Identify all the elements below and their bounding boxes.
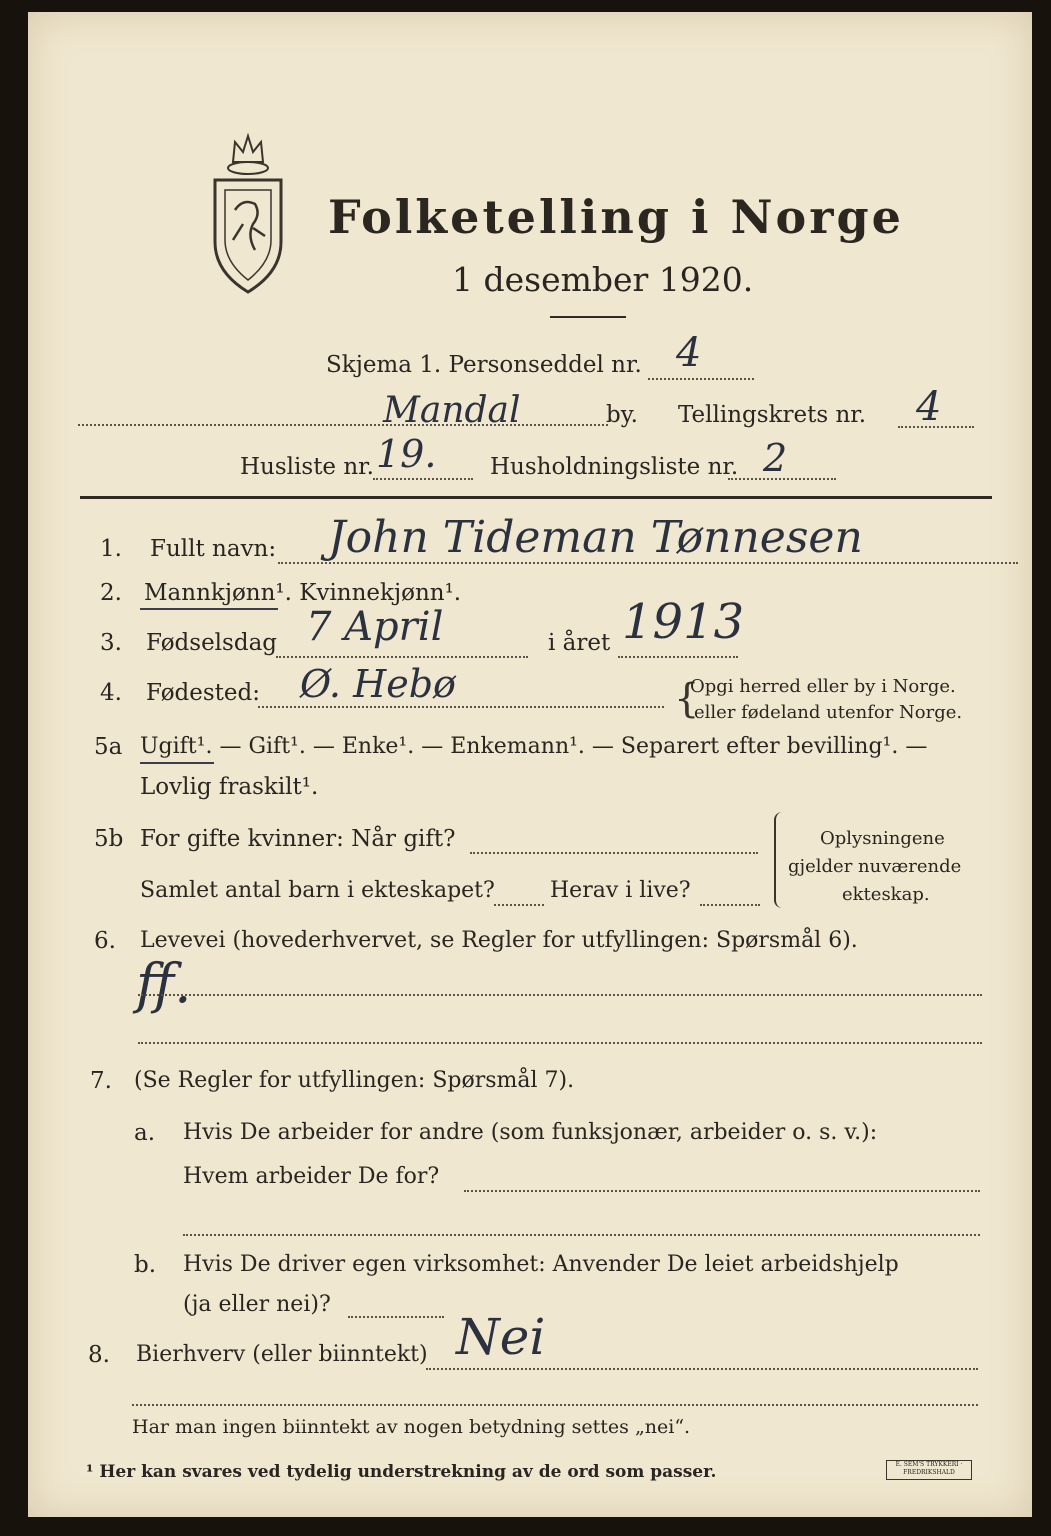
form-date: 1 desember 1920. xyxy=(452,260,754,299)
q7b-letter: b. xyxy=(134,1252,157,1278)
skjema-label: Skjema 1. Personseddel nr. xyxy=(326,352,642,378)
husholdning-value: 2 xyxy=(763,436,788,480)
q4-brace: { xyxy=(674,676,700,722)
husholdning-label: Husholdningsliste nr. xyxy=(490,454,739,480)
q6-label: Levevei (hovederhvervet, se Regler for utfyllingen: Spørsmål 6). xyxy=(140,928,858,953)
q5b-bracket xyxy=(774,812,784,908)
header-rule xyxy=(80,496,992,499)
biinntekt-note: Har man ingen biinntekt av nogen betydning settes „nei“. xyxy=(132,1416,691,1438)
q1-number: 1. xyxy=(100,536,122,562)
q5b-barn-field xyxy=(494,904,544,906)
q2-underline-mannkjonn xyxy=(140,608,278,610)
q2-label: Mannkjønn¹. Kvinnekjønn¹. xyxy=(144,580,462,606)
q3-year-label: i året xyxy=(548,630,611,656)
q5b-line2b: Herav i live? xyxy=(550,878,691,903)
q3-label: Fødselsdag xyxy=(146,630,278,656)
q7a-field-line1 xyxy=(464,1190,980,1192)
tellingskrets-value: 4 xyxy=(916,384,942,430)
husliste-value: 19. xyxy=(376,432,437,476)
by-field xyxy=(78,424,608,426)
q8-field-line2 xyxy=(132,1404,978,1406)
q5b-note-line2: gjelder nuværende xyxy=(788,856,962,877)
q2-number: 2. xyxy=(100,580,122,606)
skjema-value: 4 xyxy=(676,330,702,376)
q6-field-line1 xyxy=(138,994,982,996)
q5a-underline-ugift xyxy=(140,762,214,764)
q4-label: Fødested: xyxy=(146,680,261,706)
q8-value: Nei xyxy=(456,1308,546,1366)
census-form xyxy=(28,12,1032,1517)
q5b-note-line3: ekteskap. xyxy=(842,884,930,905)
footnote: ¹ Her kan svares ved tydelig understrekning av de ord som passer. xyxy=(86,1462,717,1482)
q5b-number: 5b xyxy=(94,826,124,852)
printer-stamp: E. SEM'S TRYKKERI · FREDRIKSHALD xyxy=(886,1460,972,1480)
skjema-field xyxy=(648,378,754,380)
q7b-line2: (ja eller nei)? xyxy=(183,1292,331,1317)
q7a-line2: Hvem arbeider De for? xyxy=(183,1164,440,1189)
q7a-field-line2 xyxy=(183,1234,980,1236)
by-value: Mandal xyxy=(383,390,521,431)
q5b-live-field xyxy=(700,904,760,906)
q4-note-line2: eller fødeland utenfor Norge. xyxy=(694,702,963,723)
q7a-letter: a. xyxy=(134,1120,156,1146)
husliste-label: Husliste nr. xyxy=(240,454,374,480)
q5b-nar-gift-field xyxy=(470,852,758,854)
husliste-field xyxy=(373,478,473,480)
coat-of-arms-icon xyxy=(203,132,293,302)
q6-field-line2 xyxy=(138,1042,982,1044)
q7b-field xyxy=(348,1316,444,1318)
q3-day-value: 7 April xyxy=(306,604,444,650)
q8-number: 8. xyxy=(88,1342,110,1368)
by-label: by. xyxy=(606,402,638,428)
q7b-line1: Hvis De driver egen virksomhet: Anvender De leiet arbeidshjelp xyxy=(183,1252,899,1277)
q5b-line1: For gifte kvinner: Når gift? xyxy=(140,826,456,852)
q6-value: ff. xyxy=(136,952,192,1015)
q3-year-value: 1913 xyxy=(622,594,745,650)
q5a-line2: Lovlig fraskilt¹. xyxy=(140,774,319,800)
q6-number: 6. xyxy=(94,928,116,954)
q3-number: 3. xyxy=(100,630,122,656)
q5b-note-line1: Oplysningene xyxy=(820,828,945,849)
q4-number: 4. xyxy=(100,680,122,706)
q7-number: 7. xyxy=(90,1068,112,1094)
form-title: Folketelling i Norge xyxy=(328,190,904,244)
q5b-line2a: Samlet antal barn i ekteskapet? xyxy=(140,878,495,903)
q7a-line1: Hvis De arbeider for andre (som funksjonær, arbeider o. s. v.): xyxy=(183,1120,878,1145)
q8-field-line1 xyxy=(426,1368,978,1370)
q4-value: Ø. Hebø xyxy=(300,662,456,706)
q4-field xyxy=(258,706,664,708)
q7-label: (Se Regler for utfyllingen: Spørsmål 7). xyxy=(134,1068,575,1093)
q5a-number: 5a xyxy=(94,734,123,760)
title-divider xyxy=(550,316,626,318)
q1-label: Fullt navn: xyxy=(150,536,277,562)
q3-day-field xyxy=(276,656,528,658)
q4-note-line1: Opgi herred eller by i Norge. xyxy=(690,676,956,697)
tellingskrets-label: Tellingskrets nr. xyxy=(678,402,867,428)
q5a-line1: Ugift¹. — Gift¹. — Enke¹. — Enkemann¹. — Separert efter bevilling¹. — xyxy=(140,734,928,759)
q3-year-field xyxy=(618,656,738,658)
q8-label: Bierhverv (eller biinntekt) xyxy=(136,1342,428,1367)
q1-value: John Tideman Tønnesen xyxy=(328,512,863,563)
